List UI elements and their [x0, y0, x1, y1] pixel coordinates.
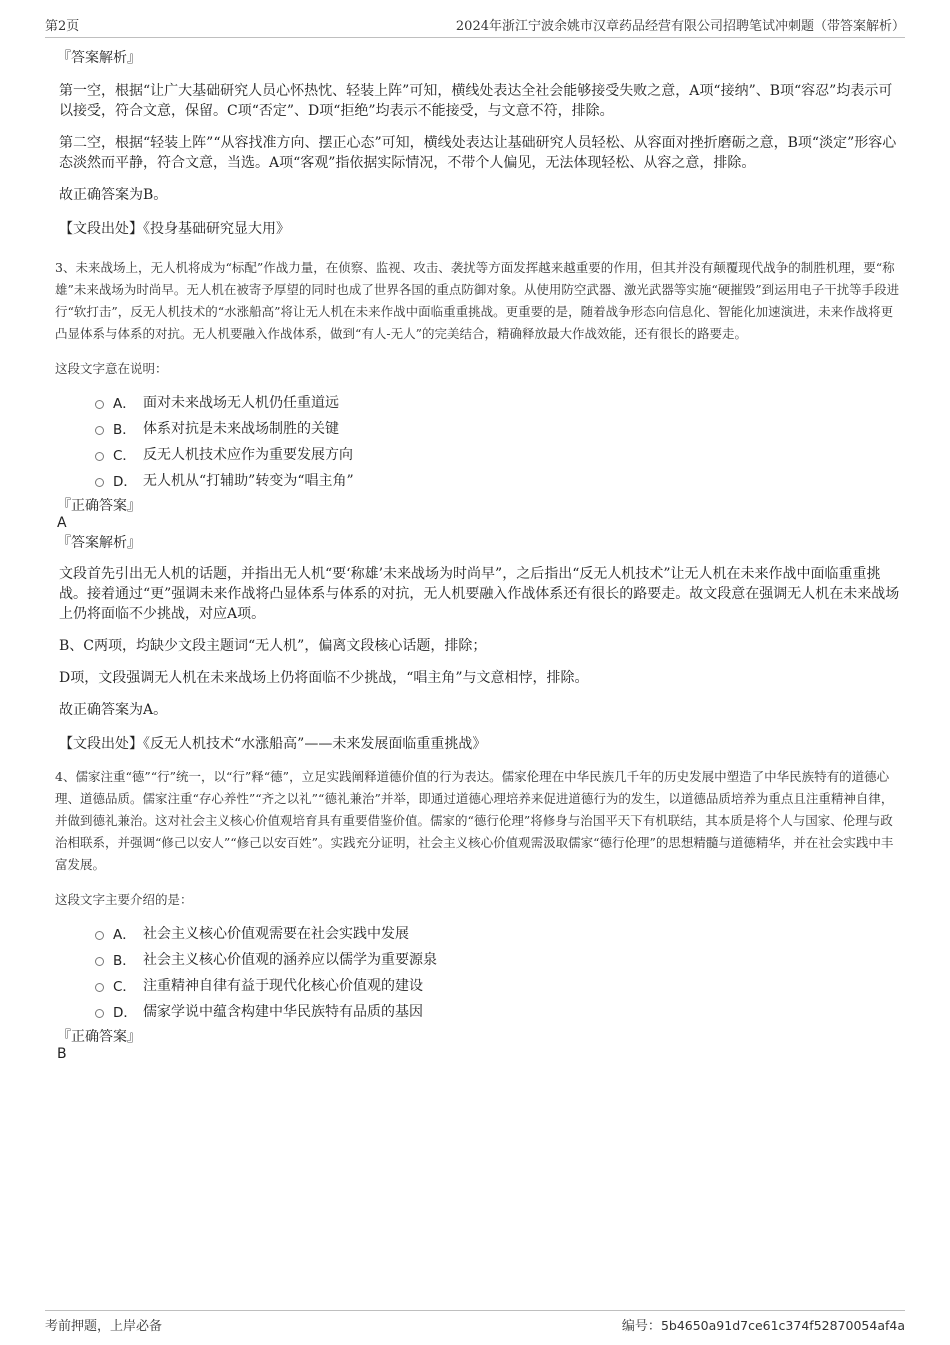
q4-option-b[interactable]: [95, 946, 905, 972]
document-title: 2024年浙江宁波余姚市汉章药品经营有限公司招聘笔试冲刺题（带答案解析）: [455, 19, 905, 34]
option-text: 反无人机技术应作为重要发展方向: [143, 447, 353, 463]
option-letter: A．: [113, 927, 136, 943]
q4-prompt: 这段文字主要介绍的是：: [55, 892, 193, 907]
page-number: 第2页: [45, 19, 80, 34]
q4-option-a[interactable]: [95, 920, 905, 946]
option-letter: D．: [113, 474, 137, 490]
q4-options: [55, 920, 905, 1024]
footer-slogan: 考前押题，上岸必备: [45, 1319, 163, 1334]
radio-icon[interactable]: [95, 983, 104, 992]
q4-option-d[interactable]: [95, 998, 905, 1024]
q3-options: [55, 389, 905, 493]
option-text: 体系对抗是未来战场制胜的关键: [143, 421, 339, 437]
q4-option-c[interactable]: [95, 972, 905, 998]
q3-analysis-conclusion: 故正确答案为A。: [59, 702, 168, 718]
q2-analysis-para-2: 第二空，根据“轻装上阵”“从容找准方向、摆正心态”可知，横线处表达让基础研究人员轻松、从容面对挫折磨砺之意，B项“淡定”形容心态淡然而平静，符合文意，当选。A项“客观”指依据实际情况，不带个人偏见，无法体现轻松、从容之意，排除。: [59, 135, 897, 171]
document-code-value: 5b4650a91d7ce61c374f52870054af4a: [660, 1318, 905, 1333]
q3-analysis-para-3: D项，文段强调无人机在未来战场上仍将面临不少挑战，“唱主角”与文意相悖，排除。: [59, 670, 589, 686]
q4-answer: B: [57, 1046, 67, 1062]
radio-icon[interactable]: [95, 400, 104, 409]
document-code-label: 编号：: [621, 1319, 661, 1334]
radio-icon[interactable]: [95, 426, 104, 435]
page-footer: [45, 1310, 905, 1334]
option-text: 社会主义核心价值观需要在社会实践中发展: [143, 926, 409, 942]
option-text: 儒家学说中蕴含构建中华民族特有品质的基因: [143, 1004, 423, 1020]
radio-icon[interactable]: [95, 478, 104, 487]
page-header: [45, 12, 905, 38]
document-code: [622, 1315, 905, 1334]
q3-question-text: 3、未来战场上，无人机将成为“标配”作战力量，在侦察、监视、攻击、袭扰等方面发挥越来越重要的作用，但其并没有颠覆现代战争的制胜机理，要“称雄”未来战场为时尚早。无人机在被寄予厚望的同时也成了世界各国的重点防御对象。从使用防空武器、激光武器等实施“硬摧毁”到运用电子干扰等手段进行“软打击”，反无人机技术的“水涨船高”将让无人机在未来作战中面临重重挑战。更重要的是，随着战争形态向信息化、智能化加速演进，未来作战将更凸显体系与体系的对抗。无人机要融入作战体系，做到“有人-无人”的完美结合，精确释放最大作战效能，还有很长的路要走。: [55, 260, 900, 341]
q3-analysis-para-1: 文段首先引出无人机的话题，并指出无人机“要‘称雄’未来战场为时尚早”，之后指出“反无人机技术”让无人机在未来作战中面临重重挑战。接着通过“更”强调未来作战将凸显体系与体系的对抗，无人机要融入作战体系还有很长的路要走。故文段意在强调无人机在未来战场上仍将面临不少挑战，对应A项。: [59, 566, 900, 622]
option-letter: A．: [113, 396, 136, 412]
q3-prompt: 这段文字意在说明：: [55, 361, 168, 376]
q3-option-b[interactable]: [95, 415, 905, 441]
option-text: 无人机从“打辅助”转变为“唱主角”: [143, 473, 354, 489]
q2-source: 【文段出处】《投身基础研究显大用》: [59, 221, 290, 237]
option-text: 注重精神自律有益于现代化核心价值观的建设: [143, 978, 423, 994]
radio-icon[interactable]: [95, 452, 104, 461]
page-content: [55, 45, 905, 1063]
q2-analysis-conclusion: 故正确答案为B。: [59, 187, 168, 203]
q3-analysis-label: 『答案解析』: [57, 535, 141, 551]
radio-icon[interactable]: [95, 931, 104, 940]
option-letter: B．: [113, 953, 136, 969]
option-letter: D．: [113, 1005, 137, 1021]
q3-analysis-para-2: B、C两项，均缺少文段主题词“无人机”，偏离文段核心话题，排除；: [59, 638, 487, 654]
option-letter: C．: [113, 979, 136, 995]
q2-analysis-para-1: 第一空，根据“让广大基础研究人员心怀热忱、轻装上阵”可知，横线处表达全社会能够接受失败之意，A项“接纳”、B项“容忍”均表示可以接受，符合文意，保留。C项“否定”、D项“拒绝”均表示不能接受，与文意不符，排除。: [59, 83, 893, 119]
q4-question-text: 4、儒家注重“德”“行”统一，以“行”释“德”，立足实践阐释道德价值的行为表达。儒家伦理在中华民族几千年的历史发展中塑造了中华民族特有的道德心理、道德品质。儒家注重“存心养性”“齐之以礼”“德礼兼治”并举，即通过道德心理培养来促进道德行为的发生，以道德品质培养为重点且注重精神自律，并做到德礼兼治。这对社会主义核心价值观培育具有重要借鉴价值。儒家的“德行伦理”将修身与治国平天下有机联结，其本质是将个人与国家、伦理与政治相联系，并强调“修己以安人”“修己以安百姓”。实践充分证明，社会主义核心价值观需汲取儒家“德行伦理”的思想精髓与道德精华，并在社会实践中丰富发展。: [55, 769, 894, 872]
radio-icon[interactable]: [95, 957, 104, 966]
q3-option-d[interactable]: [95, 467, 905, 493]
option-text: 社会主义核心价值观的涵养应以儒学为重要源泉: [143, 952, 437, 968]
radio-icon[interactable]: [95, 1009, 104, 1018]
q3-source: 【文段出处】《反无人机技术“水涨船高”——未来发展面临重重挑战》: [59, 736, 487, 752]
q4-answer-label: 『正确答案』: [57, 1029, 141, 1045]
option-letter: C．: [113, 448, 136, 464]
q2-analysis-label: 『答案解析』: [57, 50, 141, 66]
q3-answer: A: [57, 515, 67, 531]
option-letter: B．: [113, 422, 136, 438]
q3-option-a[interactable]: [95, 389, 905, 415]
q3-answer-label: 『正确答案』: [57, 498, 141, 514]
q3-option-c[interactable]: [95, 441, 905, 467]
option-text: 面对未来战场无人机仍任重道远: [143, 395, 339, 411]
